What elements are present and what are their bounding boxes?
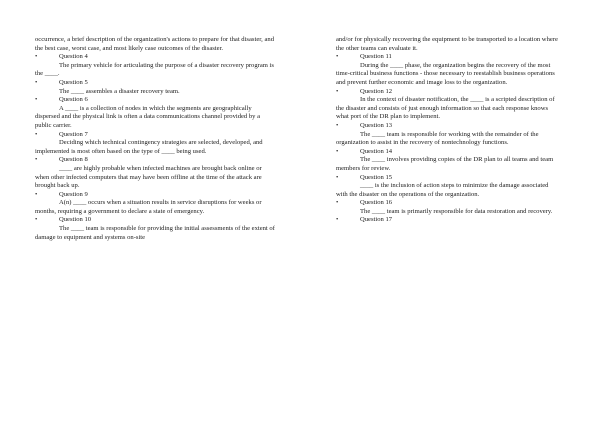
question-number: Question 7 bbox=[59, 130, 88, 138]
question-text: The ____ team is responsible for working with the remainder of the organization to assist in the recovery of nontechnology functions. bbox=[336, 130, 539, 147]
question-heading bbox=[336, 122, 560, 131]
bullet-icon: • bbox=[35, 216, 38, 224]
question-number: Question 14 bbox=[360, 147, 393, 155]
question-number: Question 15 bbox=[360, 173, 393, 181]
bullet-icon: • bbox=[336, 199, 339, 207]
question-text: ____ are highly probable when infected machines are brought back online or when other infected computers that may have been offline at the time of the attack are brought back up. bbox=[35, 164, 262, 190]
left-column bbox=[35, 36, 277, 242]
question-number: Question 12 bbox=[360, 87, 393, 95]
question-text: In the context of disaster notification, the ____ is a scripted description of the disaster and consists of just enough information so that each response knows what port of the DR plan to implement. bbox=[336, 96, 555, 121]
bullet-icon: • bbox=[336, 216, 339, 224]
question-text: ____ is the inclusion of action steps to minimize the damage associated with the disaster on the operations of the organization. bbox=[336, 182, 549, 198]
question-number: Question 5 bbox=[59, 78, 88, 86]
question-text: The ____ involves providing copies of the DR plan to all teams and team members for review. bbox=[336, 156, 554, 172]
bullet-icon: • bbox=[336, 87, 339, 95]
bullet-icon: • bbox=[35, 190, 38, 198]
right-column bbox=[336, 36, 560, 225]
question-heading bbox=[35, 156, 277, 165]
bullet-icon: • bbox=[336, 53, 339, 61]
question-heading bbox=[336, 216, 560, 225]
bullet-icon: • bbox=[35, 78, 38, 86]
left-intro-text: occurrence, a brief description of the organization's actions to prepare for that disaster, and the best case, worst case, and most likely case outcomes of the disaster. bbox=[35, 36, 274, 52]
bullet-icon: • bbox=[35, 156, 38, 164]
question-text: The ____ assembles a disaster recovery team. bbox=[59, 87, 180, 95]
question-text: The ____ team is primarily responsible for data restoration and recovery. bbox=[360, 207, 553, 215]
bullet-icon: • bbox=[35, 96, 38, 104]
question-number: Question 9 bbox=[59, 190, 88, 198]
bullet-icon: • bbox=[35, 53, 38, 61]
question-text: The primary vehicle for articulating the purpose of a disaster recovery program is the ____. bbox=[35, 61, 274, 78]
bullet-icon: • bbox=[336, 147, 339, 155]
question-number: Question 10 bbox=[59, 216, 92, 224]
question-number: Question 16 bbox=[360, 199, 393, 207]
question-heading bbox=[35, 79, 277, 88]
question-heading bbox=[336, 53, 560, 62]
question-number: Question 17 bbox=[360, 216, 393, 224]
question-number: Question 8 bbox=[59, 156, 88, 164]
question-heading bbox=[35, 191, 277, 200]
bullet-icon: • bbox=[336, 121, 339, 129]
bullet-icon: • bbox=[336, 173, 339, 181]
question-heading bbox=[336, 88, 560, 97]
question-heading bbox=[35, 131, 277, 140]
question-text: During the ____ phase, the organization begins the recovery of the most time-critical business functions - those necessary to reestablish business operations and prevent further economic and image loss to the organization. bbox=[336, 61, 555, 86]
bullet-icon: • bbox=[35, 130, 38, 138]
question-heading bbox=[336, 174, 560, 183]
question-number: Question 6 bbox=[59, 96, 88, 104]
question-text: The ____ team is responsible for providing the initial assessments of the extent of damage to equipment and systems on-site bbox=[35, 225, 275, 241]
question-number: Question 11 bbox=[360, 53, 392, 61]
question-heading bbox=[35, 96, 277, 105]
question-heading bbox=[336, 148, 560, 157]
right-intro-text: and/or for physically recovering the equipment to be transported to a location where the other teams can evaluate it. bbox=[336, 36, 558, 52]
question-number: Question 13 bbox=[360, 121, 393, 129]
question-heading bbox=[35, 53, 277, 62]
question-heading bbox=[35, 216, 277, 225]
question-number: Question 4 bbox=[59, 53, 88, 61]
question-text: A(n) ____ occurs when a situation results in service disruptions for weeks or months, requiring a government to declare a state of emergency. bbox=[35, 199, 262, 215]
question-text: A ____ is a collection of nodes in which the segments are geographically dispersed and the physical link is often a data communications channel provided by a public carrier. bbox=[35, 104, 261, 129]
question-text: Deciding which technical contingency strategies are selected, developed, and implemented is most often based on the type of ____ being used. bbox=[35, 139, 263, 155]
question-heading bbox=[336, 199, 560, 208]
